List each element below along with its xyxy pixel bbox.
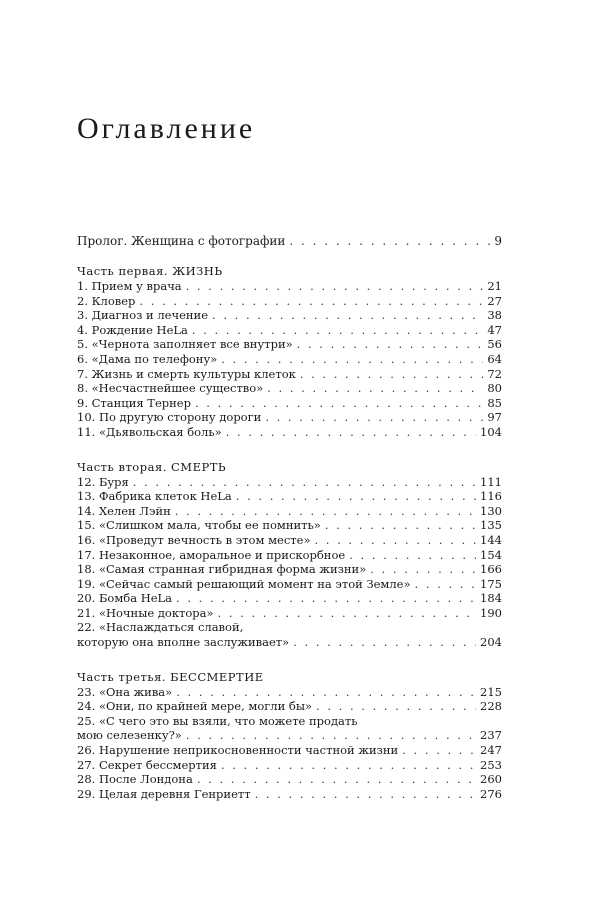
toc-entry-title: 20. Бомба HeLa: [77, 591, 173, 606]
dot-leader: [195, 396, 483, 411]
toc-entry[interactable]: [77, 577, 502, 592]
toc-entry-page: 80: [487, 381, 502, 396]
toc-entry[interactable]: [77, 381, 502, 396]
toc-entry-title: 16. «Проведут вечность в этом месте»: [77, 532, 311, 547]
toc-entry-title: 18. «Самая странная гибридная форма жизни»: [77, 562, 367, 577]
toc-entry-page: 135: [480, 518, 502, 533]
toc-entry-title: 2. Кловер: [77, 293, 136, 308]
dot-leader: [300, 367, 484, 382]
toc-entry-page: 104: [480, 424, 502, 439]
toc-entry-title: 15. «Слишком мала, чтобы ее помнить»: [77, 518, 321, 533]
toc-entry-title: 8. «Несчастнейшее существо»: [77, 381, 264, 396]
toc-entry[interactable]: [77, 367, 502, 382]
toc-entry[interactable]: [77, 787, 502, 802]
toc-parts: [77, 264, 502, 801]
toc-entry-page: 9: [494, 234, 502, 248]
toc-part-2: [77, 460, 502, 650]
toc-entry-page: 21: [487, 279, 502, 293]
toc-entry[interactable]: [77, 489, 502, 504]
toc-entry-page: 72: [487, 366, 502, 381]
dot-leader: [226, 425, 476, 440]
toc-entry-page: 27: [487, 293, 502, 308]
toc-entry[interactable]: [77, 562, 502, 577]
toc-entry-page: 228: [480, 699, 502, 714]
toc-entry-title: 21. «Ночные доктора»: [77, 605, 214, 620]
toc-entry-title: 5. «Чернота заполняет все внутри»: [77, 337, 293, 352]
toc-entry-page: 166: [480, 562, 502, 577]
toc-entry-page: 111: [480, 474, 502, 489]
toc-entry-page: 130: [480, 503, 502, 518]
toc-entry-title: 13. Фабрика клеток HeLa: [77, 489, 232, 504]
toc-entry[interactable]: [77, 504, 502, 519]
toc-entry[interactable]: [77, 772, 502, 787]
toc-entry-page: 116: [480, 489, 502, 504]
toc-entry[interactable]: [77, 410, 502, 425]
dot-leader: [176, 685, 476, 700]
toc-entry-page: 253: [480, 757, 502, 772]
toc-entry[interactable]: [77, 518, 502, 533]
toc-entry-page: 184: [480, 591, 502, 606]
toc-entry-title: 27. Секрет бессмертия: [77, 757, 217, 772]
toc-entry-page: 276: [480, 786, 502, 801]
dot-leader: [349, 548, 476, 563]
toc-entry[interactable]: [77, 685, 502, 700]
toc-entry[interactable]: [77, 352, 502, 367]
dot-leader: [297, 337, 484, 352]
toc-entry[interactable]: [77, 279, 502, 294]
dot-leader: [139, 294, 483, 309]
toc-entry-title: 26. Нарушение неприкосновенности частной жизни: [77, 743, 399, 758]
dot-leader: [186, 728, 476, 743]
toc-entry[interactable]: [77, 294, 502, 309]
toc-part-1: [77, 264, 502, 440]
toc-entry[interactable]: [77, 337, 502, 352]
toc-entry-prologue[interactable]: [77, 232, 502, 250]
dot-leader: [370, 562, 476, 577]
dot-leader: [221, 352, 483, 367]
toc-entry-title: 7. Жизнь и смерть культуры клеток: [77, 366, 296, 381]
dot-leader: [186, 279, 484, 294]
dot-leader: [197, 772, 476, 787]
toc-entry-title: 17. Незаконное, аморальное и прискорбное: [77, 547, 346, 562]
dot-leader: [289, 232, 490, 250]
toc-entry-title: 9. Станция Тернер: [77, 395, 191, 410]
toc-entry-page: 190: [480, 605, 502, 620]
toc-entry-page: 247: [480, 743, 502, 758]
toc-entry-title: 1. Прием у врача: [77, 279, 182, 293]
toc-entry-title: 29. Целая деревня Генриетт: [77, 786, 251, 801]
dot-leader: [402, 743, 476, 758]
toc-part-3: [77, 670, 502, 802]
toc-entry[interactable]: [77, 699, 502, 714]
toc-entry-title: 23. «Она жива»: [77, 684, 173, 699]
dot-leader: [316, 699, 476, 714]
toc-entry-page: 204: [480, 635, 502, 650]
toc-entry[interactable]: [77, 396, 502, 411]
toc-entry-title: 28. После Лондона: [77, 772, 193, 787]
table-of-contents: [77, 232, 502, 801]
toc-entry-title: 24. «Они, по крайней мере, могли бы»: [77, 699, 313, 714]
dot-leader: [212, 308, 483, 323]
toc-entry-title: 4. Рождение HeLa: [77, 322, 188, 337]
toc-entry-page: 260: [480, 772, 502, 787]
toc-entry[interactable]: [77, 533, 502, 548]
toc-entry[interactable]: [77, 606, 502, 621]
toc-entry-title[interactable]: 22. «Наслаждаться славой,: [77, 620, 244, 635]
part-heading: Часть вторая. СМЕРТЬ: [77, 459, 227, 474]
toc-entry-title: 14. Хелен Лэйн: [77, 503, 171, 518]
toc-entry-title: Пролог. Женщина с фотографии: [77, 234, 286, 248]
part-heading: Часть первая. ЖИЗНЬ: [77, 264, 223, 278]
dot-leader: [293, 635, 476, 650]
toc-entry[interactable]: [77, 475, 502, 490]
part-heading: Часть третья. БЕССМЕРТИЕ: [77, 669, 264, 684]
dot-leader: [221, 758, 476, 773]
toc-entry-page: 175: [480, 576, 502, 591]
toc-entry-title: 19. «Сейчас самый решающий момент на этой Земле»: [77, 576, 411, 591]
page-title: Оглавление: [77, 112, 256, 145]
dot-leader: [175, 504, 476, 519]
toc-entry[interactable]: [77, 728, 502, 743]
toc-entry-title: 3. Диагноз и лечение: [77, 308, 209, 323]
toc-entry-title: 10. По другую сторону дороги: [77, 410, 262, 425]
toc-entry-page: 47: [487, 322, 502, 337]
toc-entry[interactable]: [77, 323, 502, 338]
toc-entry-title[interactable]: 25. «С чего это вы взяли, что можете продать: [77, 713, 358, 728]
toc-entry-title-continued: мою селезенку?»: [77, 728, 182, 743]
toc-entry-page: 64: [487, 351, 502, 366]
dot-leader: [192, 323, 483, 338]
toc-entry[interactable]: [77, 743, 502, 758]
dot-leader: [325, 518, 476, 533]
toc-entry[interactable]: [77, 308, 502, 323]
toc-entry-page: 38: [487, 308, 502, 323]
dot-leader: [236, 489, 476, 504]
dot-leader: [255, 787, 476, 802]
dot-leader: [176, 591, 476, 606]
toc-entry[interactable]: [77, 758, 502, 773]
toc-entry-page: 215: [480, 684, 502, 699]
toc-entry-page: 144: [480, 532, 502, 547]
toc-entry[interactable]: [77, 548, 502, 563]
toc-entry-title-continued: которую она вполне заслуживает»: [77, 635, 290, 650]
dot-leader: [415, 577, 477, 592]
dot-leader: [265, 410, 483, 425]
dot-leader: [314, 533, 476, 548]
dot-leader: [218, 606, 477, 621]
toc-entry-page: 154: [480, 547, 502, 562]
toc-entry-page: 97: [487, 410, 502, 425]
toc-entry[interactable]: [77, 425, 502, 440]
toc-entry-page: 85: [487, 395, 502, 410]
toc-entry[interactable]: [77, 591, 502, 606]
dot-leader: [267, 381, 483, 396]
toc-entry[interactable]: [77, 635, 502, 650]
toc-entry-title: 11. «Дьявольская боль»: [77, 424, 222, 439]
toc-entry-title: 6. «Дама по телефону»: [77, 351, 218, 366]
dot-leader: [133, 475, 476, 490]
toc-entry-title: 12. Буря: [77, 474, 129, 489]
toc-entry-page: 237: [480, 728, 502, 743]
toc-entry-page: 56: [487, 337, 502, 352]
